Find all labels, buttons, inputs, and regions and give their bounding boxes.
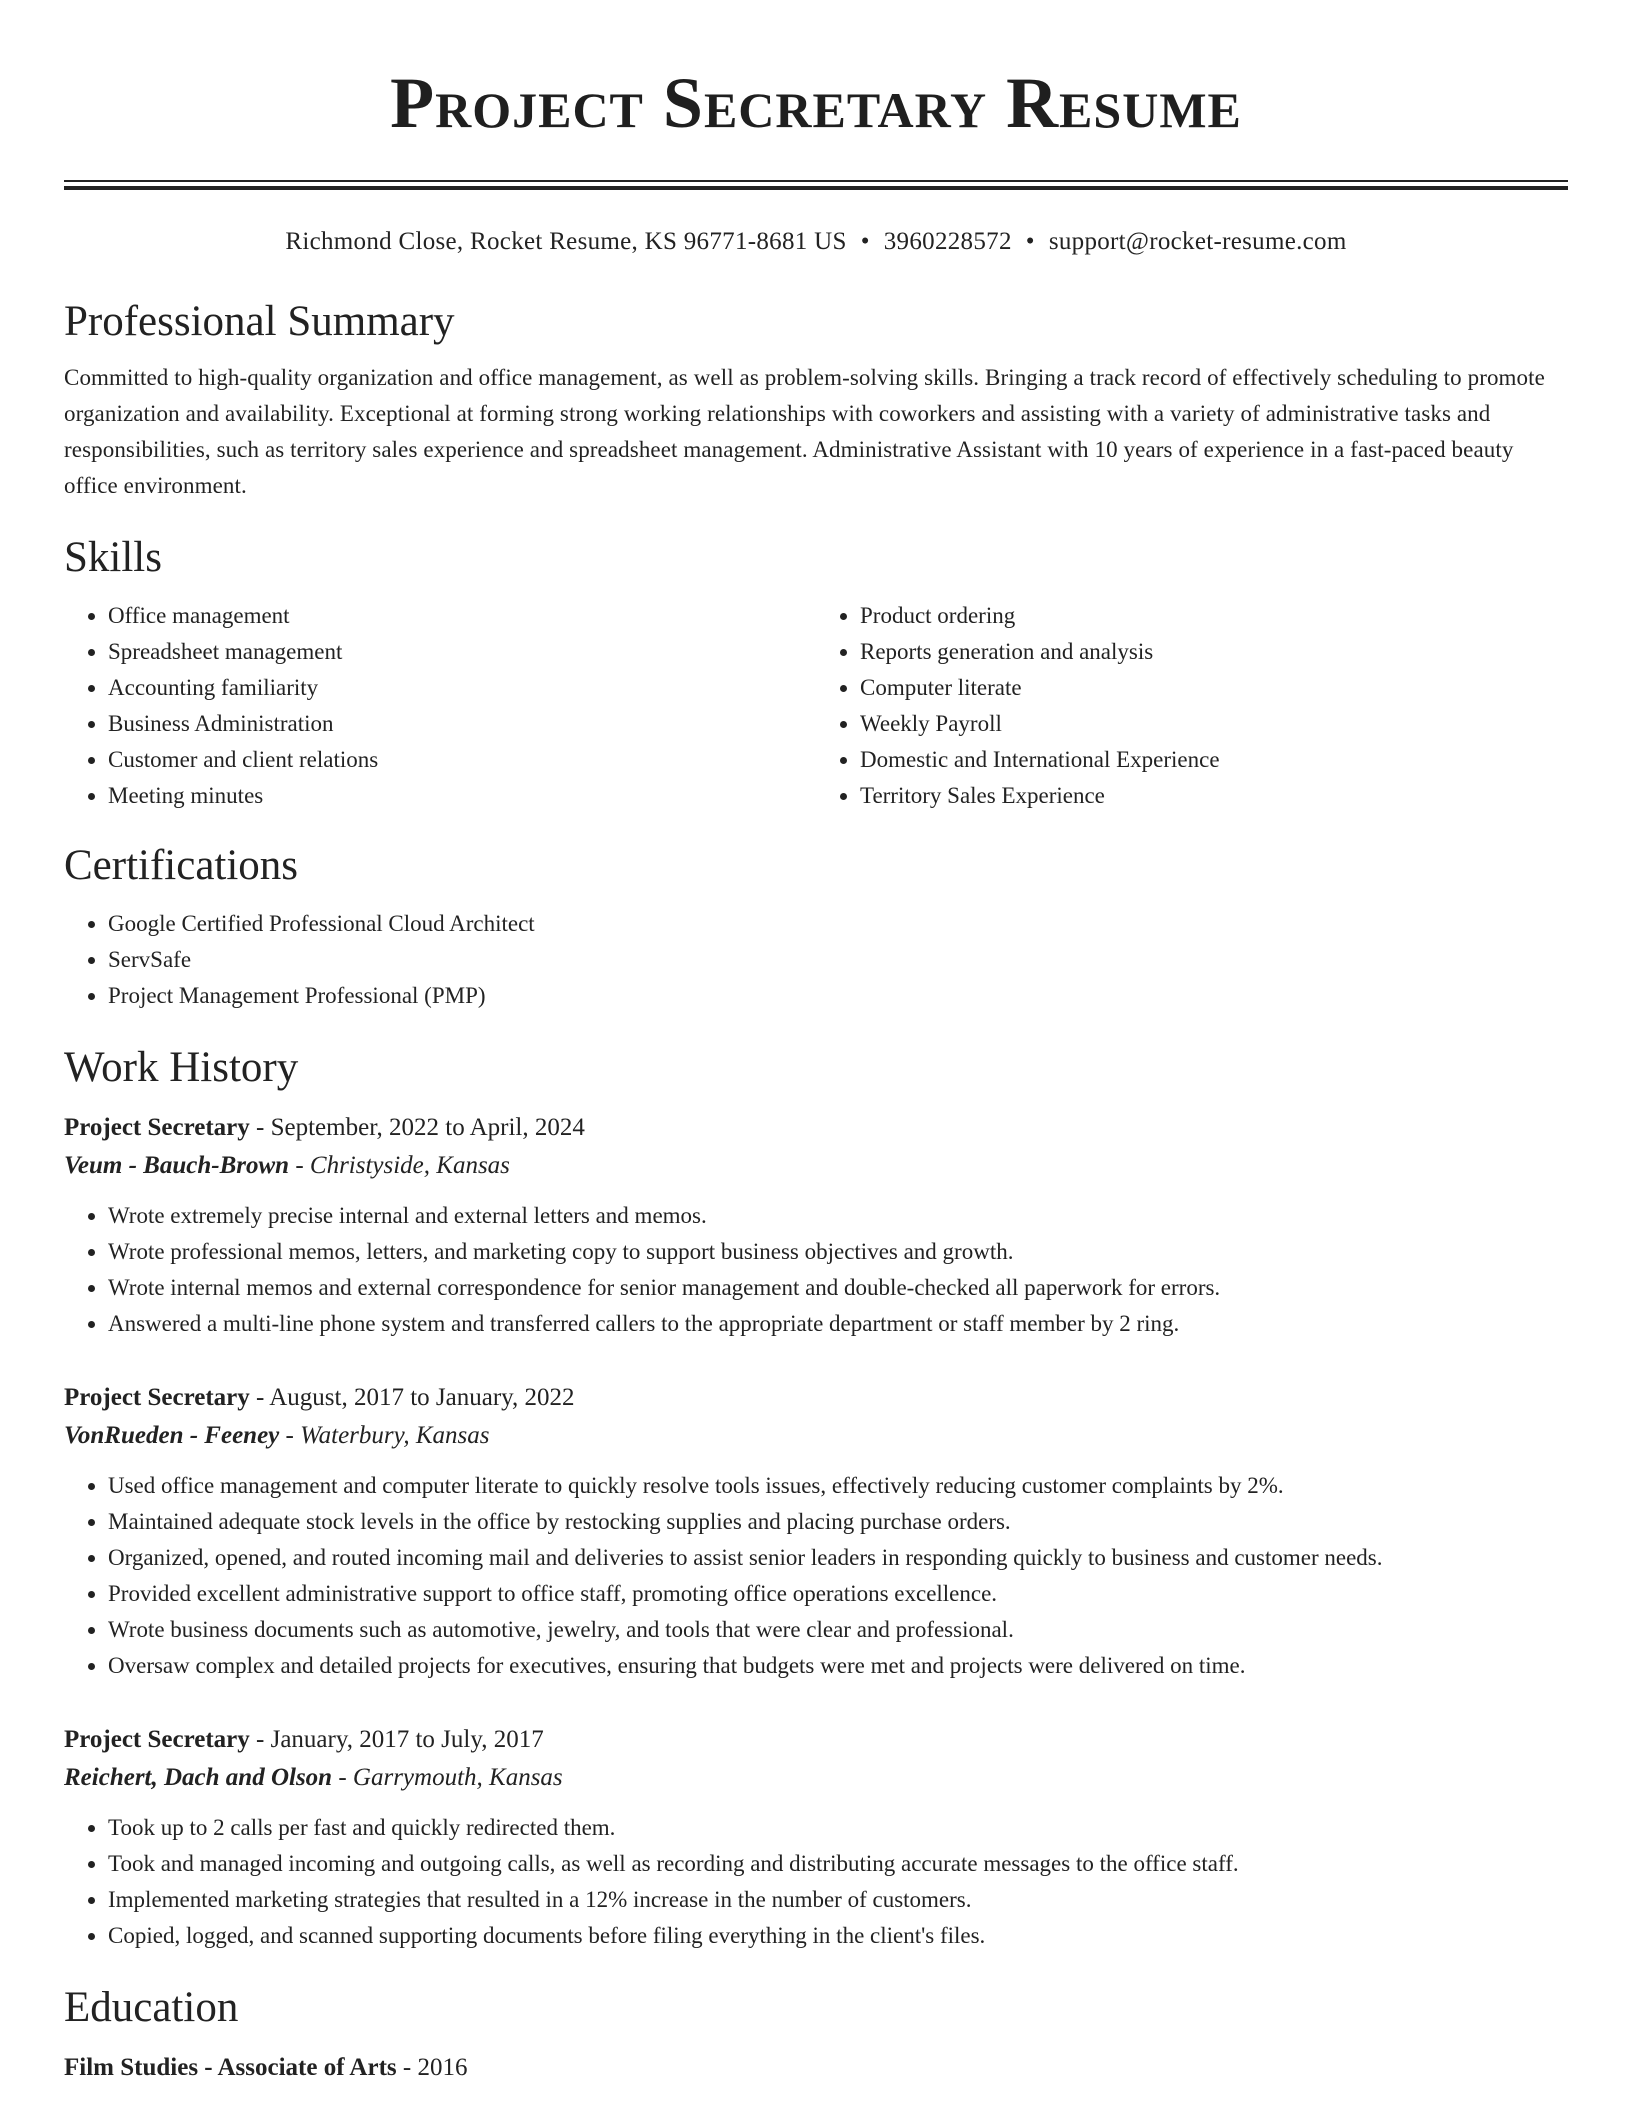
skill-item: • Meeting minutes	[108, 778, 816, 814]
job-title: Project Secretary	[64, 1726, 250, 1753]
job-bullet: • Wrote business documents such as automotive, jewelry, and tools that were clear and professional.	[108, 1612, 1568, 1648]
job-title-line	[64, 1110, 1568, 1146]
job-bullet: • Took and managed incoming and outgoing calls, as well as recording and distributing accurate messages to the office staff.	[108, 1846, 1568, 1882]
company-line	[64, 1416, 1568, 1456]
job-bullet: • Copied, logged, and scanned supporting documents before filing everything in the client's files.	[108, 1918, 1568, 1954]
skill-item: • Domestic and International Experience	[860, 742, 1568, 778]
skill-item: • Office management	[108, 598, 816, 634]
education-entry	[64, 2050, 1568, 2086]
skills-heading: Skills	[64, 534, 162, 581]
skills-columns	[64, 598, 1568, 814]
job-dates: - January, 2017 to July, 2017	[249, 1726, 544, 1753]
company-name: Reichert, Dach and Olson	[64, 1764, 333, 1791]
certification-item: • Google Certified Professional Cloud Architect	[108, 906, 1568, 942]
job-bullets	[64, 1810, 1568, 1954]
company-location: - Waterbury, Kansas	[279, 1422, 490, 1449]
job-bullet: • Organized, opened, and routed incoming mail and deliveries to assist senior leaders in responding quickly to business and customer needs.	[108, 1540, 1568, 1576]
company-name: VonRueden - Feeney	[64, 1422, 280, 1449]
certifications-list	[64, 906, 1568, 1014]
education-year: - 2016	[396, 2054, 468, 2081]
job-bullet: • Maintained adequate stock levels in the office by restocking supplies and placing purchase orders.	[108, 1504, 1568, 1540]
job-bullet: • Used office management and computer literate to quickly resolve tools issues, effectively reducing customer complaints by 2%.	[108, 1468, 1568, 1504]
job-bullets	[64, 1198, 1568, 1342]
job-title: Project Secretary	[64, 1114, 250, 1141]
summary-text: Committed to high-quality organization and office management, as well as problem-solving skills. Bringing a track record of effectively scheduling to promote organization and availability. Exceptional at forming strong working relationships with coworkers and assisting with a variety of administrative tasks and responsibilities, such as territory sales experience and spreadsheet management. Administrative Assistant with 10 years of experience in a fast-paced beauty office environment.	[64, 365, 1545, 498]
skill-item: • Weekly Payroll	[860, 706, 1568, 742]
job-bullet: • Implemented marketing strategies that resulted in a 12% increase in the number of customers.	[108, 1882, 1568, 1918]
skill-item: • Reports generation and analysis	[860, 634, 1568, 670]
page-title: Project Secretary Resume	[390, 63, 1242, 143]
title-divider	[64, 180, 1568, 190]
company-location: - Garrymouth, Kansas	[332, 1764, 563, 1791]
job-bullet: • Took up to 2 calls per fast and quickly redirected them.	[108, 1810, 1568, 1846]
job-bullet: • Wrote extremely precise internal and external letters and memos.	[108, 1198, 1568, 1234]
certification-item: • ServSafe	[108, 942, 1568, 978]
skill-item: • Accounting familiarity	[108, 670, 816, 706]
company-location: - Christyside, Kansas	[289, 1152, 510, 1179]
skill-item: • Territory Sales Experience	[860, 778, 1568, 814]
company-line	[64, 1758, 1568, 1798]
job-title-line	[64, 1722, 1568, 1758]
work-history-heading: Work History	[64, 1044, 299, 1091]
company-name: Veum - Bauch-Brown	[64, 1152, 290, 1179]
certifications-heading: Certifications	[64, 842, 299, 889]
skill-item: • Product ordering	[860, 598, 1568, 634]
summary-heading: Professional Summary	[64, 298, 455, 345]
contact-separator: •	[860, 228, 870, 255]
company-line	[64, 1146, 1568, 1186]
job-bullets	[64, 1468, 1568, 1684]
contact-email: support@rocket-resume.com	[1048, 228, 1347, 255]
job-dates: - August, 2017 to January, 2022	[249, 1384, 575, 1411]
contact-address: Richmond Close, Rocket Resume, KS 96771-8681 US	[285, 228, 847, 255]
education-heading: Education	[64, 1984, 239, 2031]
skill-item: • Computer literate	[860, 670, 1568, 706]
education-degree: Film Studies - Associate of Arts	[64, 2054, 397, 2081]
skill-item: • Customer and client relations	[108, 742, 816, 778]
job-bullet: • Wrote internal memos and external correspondence for senior management and double-checked all paperwork for errors.	[108, 1270, 1568, 1306]
skills-list-right	[816, 598, 1568, 814]
job-title: Project Secretary	[64, 1384, 250, 1411]
job-bullet: • Provided excellent administrative support to office staff, promoting office operations excellence.	[108, 1576, 1568, 1612]
job-bullet: • Answered a multi-line phone system and transferred callers to the appropriate department or staff member by 2 ring.	[108, 1306, 1568, 1342]
contact-separator: •	[1025, 228, 1035, 255]
contact-line	[64, 226, 1568, 258]
certification-item: • Project Management Professional (PMP)	[108, 978, 1568, 1014]
job-entry	[64, 1380, 1568, 1684]
skills-list-left	[64, 598, 816, 814]
contact-phone: 3960228572	[883, 228, 1012, 255]
job-dates: - September, 2022 to April, 2024	[249, 1114, 585, 1141]
skill-item: • Business Administration	[108, 706, 816, 742]
skill-item: • Spreadsheet management	[108, 634, 816, 670]
job-entry	[64, 1110, 1568, 1342]
job-title-line	[64, 1380, 1568, 1416]
job-bullet: • Oversaw complex and detailed projects for executives, ensuring that budgets were met and projects were delivered on time.	[108, 1648, 1568, 1684]
job-bullet: • Wrote professional memos, letters, and marketing copy to support business objectives and growth.	[108, 1234, 1568, 1270]
job-entry	[64, 1722, 1568, 1954]
